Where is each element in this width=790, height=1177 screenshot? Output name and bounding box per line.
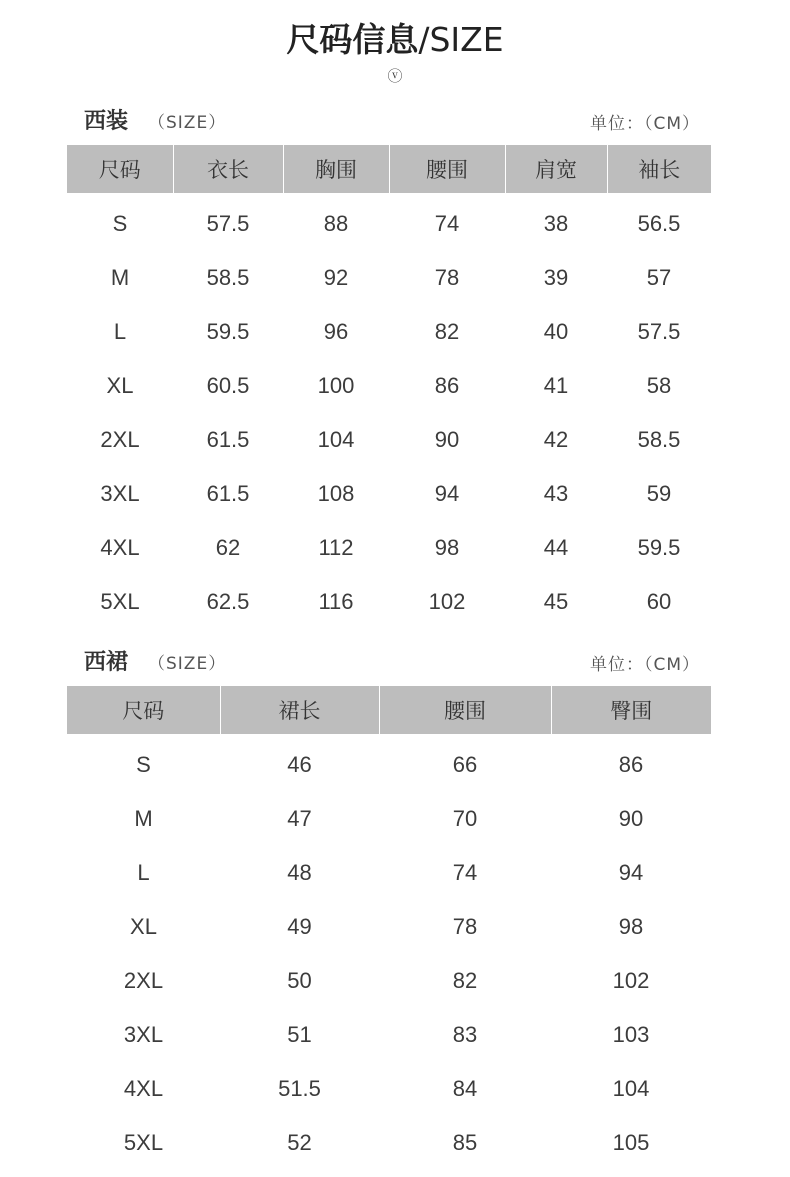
suit-column-header: 尺码 xyxy=(67,145,173,193)
table-cell: 90 xyxy=(618,806,644,831)
table-cell: 45 xyxy=(543,589,569,614)
table-cell: 2XL xyxy=(123,968,164,993)
table-cell: 85 xyxy=(452,1130,478,1155)
table-cell: 51.5 xyxy=(278,1076,321,1101)
table-cell: 58 xyxy=(646,373,672,398)
table-cell: 62 xyxy=(215,535,241,560)
table-cell: 74 xyxy=(452,860,478,885)
table-cell: 90 xyxy=(434,427,460,452)
table-cell: 83 xyxy=(452,1022,478,1047)
table-cell: 4XL xyxy=(123,1076,164,1101)
table-cell: 4XL xyxy=(100,535,140,560)
table-cell: 78 xyxy=(452,914,478,939)
chevron-circle-icon: ⓥ xyxy=(387,67,403,85)
suit-section-header xyxy=(84,107,700,137)
table-row xyxy=(67,467,711,521)
skirt-title: 西裙 xyxy=(84,650,129,675)
page-title xyxy=(0,18,790,62)
skirt-section-header xyxy=(84,648,700,678)
suit-column-header: 胸围 xyxy=(283,145,389,193)
table-cell: 103 xyxy=(612,1022,650,1047)
table-cell: 108 xyxy=(317,481,355,506)
table-cell: 44 xyxy=(543,535,569,560)
table-cell: 58.5 xyxy=(637,427,681,452)
table-cell: M xyxy=(134,806,153,831)
table-cell: 82 xyxy=(434,319,460,344)
table-cell: S xyxy=(136,752,151,777)
table-cell: 60.5 xyxy=(206,373,250,398)
table-cell: 104 xyxy=(317,427,355,452)
table-cell: 38 xyxy=(543,211,569,236)
suit-header-row xyxy=(67,145,711,193)
skirt-size-table xyxy=(67,686,711,1170)
table-cell: 43 xyxy=(543,481,569,506)
table-row xyxy=(67,734,711,792)
table-cell: S xyxy=(112,211,128,236)
table-cell: 104 xyxy=(612,1076,650,1101)
table-cell: 2XL xyxy=(100,427,140,452)
table-row xyxy=(67,1062,711,1116)
table-cell: 82 xyxy=(452,968,478,993)
suit-title: 西装 xyxy=(84,109,129,134)
table-cell: 74 xyxy=(434,211,460,236)
skirt-column-header: 臀围 xyxy=(551,686,711,734)
table-cell: 61.5 xyxy=(206,427,250,452)
table-row xyxy=(67,575,711,629)
table-cell: L xyxy=(113,319,127,344)
page-title-cn: 尺码信息 xyxy=(286,20,419,59)
table-cell: 96 xyxy=(323,319,349,344)
table-cell: 52 xyxy=(287,1130,312,1155)
table-row xyxy=(67,359,711,413)
table-cell: 57.5 xyxy=(637,319,681,344)
table-cell: 94 xyxy=(618,860,644,885)
table-row xyxy=(67,792,711,846)
table-cell: 49 xyxy=(287,914,312,939)
table-cell: 78 xyxy=(434,265,460,290)
skirt-unit-label: 单位：（CM） xyxy=(589,655,700,675)
table-row xyxy=(67,1116,711,1170)
page-title-en: /SIZE xyxy=(418,20,504,59)
table-cell: 92 xyxy=(323,265,349,290)
table-cell: 102 xyxy=(612,968,650,993)
table-cell: 60 xyxy=(646,589,672,614)
table-cell: 42 xyxy=(543,427,569,452)
table-cell: 58.5 xyxy=(206,265,250,290)
suit-size-table xyxy=(67,145,711,629)
table-cell: 40 xyxy=(543,319,569,344)
table-cell: 47 xyxy=(287,806,312,831)
table-cell: 46 xyxy=(287,752,312,777)
table-cell: M xyxy=(110,265,130,290)
table-cell: 51 xyxy=(287,1022,312,1047)
table-row xyxy=(67,1008,711,1062)
table-cell: 88 xyxy=(323,211,349,236)
table-cell: 3XL xyxy=(100,481,140,506)
table-cell: 116 xyxy=(318,589,354,614)
table-cell: XL xyxy=(130,914,157,939)
table-cell: 100 xyxy=(317,373,355,398)
table-row xyxy=(67,413,711,467)
table-row xyxy=(67,521,711,575)
skirt-column-header: 尺码 xyxy=(67,686,220,734)
table-cell: 86 xyxy=(618,752,644,777)
table-cell: 5XL xyxy=(100,589,140,614)
table-cell: 94 xyxy=(434,481,460,506)
table-cell: 57.5 xyxy=(206,211,250,236)
table-cell: 39 xyxy=(543,265,569,290)
table-cell: L xyxy=(137,860,150,885)
table-cell: 48 xyxy=(287,860,312,885)
table-row xyxy=(67,193,711,251)
table-cell: 66 xyxy=(452,752,478,777)
table-cell: 3XL xyxy=(123,1022,164,1047)
suit-column-header: 腰围 xyxy=(389,145,505,193)
table-cell: 59.5 xyxy=(206,319,250,344)
table-cell: 62.5 xyxy=(206,589,250,614)
skirt-header-row xyxy=(67,686,711,734)
table-cell: 41 xyxy=(543,373,569,398)
table-cell: 56.5 xyxy=(637,211,681,236)
table-row xyxy=(67,954,711,1008)
table-cell: 112 xyxy=(318,535,354,560)
table-cell: 102 xyxy=(428,589,466,614)
suit-column-header: 袖长 xyxy=(607,145,711,193)
table-cell: 86 xyxy=(434,373,460,398)
table-cell: 84 xyxy=(452,1076,478,1101)
table-row xyxy=(67,251,711,305)
skirt-column-header: 裙长 xyxy=(220,686,379,734)
table-cell: 61.5 xyxy=(206,481,250,506)
table-cell: 57 xyxy=(646,265,672,290)
table-row xyxy=(67,305,711,359)
suit-column-header: 肩宽 xyxy=(505,145,607,193)
table-cell: 70 xyxy=(452,806,478,831)
skirt-column-header: 腰围 xyxy=(379,686,551,734)
suit-column-header: 衣长 xyxy=(173,145,283,193)
table-cell: XL xyxy=(106,373,134,398)
table-cell: 59 xyxy=(646,481,672,506)
suit-unit-label: 单位：（CM） xyxy=(589,114,700,134)
skirt-size-label: （SIZE） xyxy=(148,654,227,674)
table-cell: 98 xyxy=(434,535,460,560)
table-cell: 98 xyxy=(618,914,644,939)
table-cell: 59.5 xyxy=(637,535,681,560)
suit-size-label: （SIZE） xyxy=(148,113,227,133)
table-cell: 50 xyxy=(287,968,312,993)
table-cell: 5XL xyxy=(123,1130,164,1155)
table-row xyxy=(67,846,711,900)
table-row xyxy=(67,900,711,954)
table-cell: 105 xyxy=(612,1130,650,1155)
